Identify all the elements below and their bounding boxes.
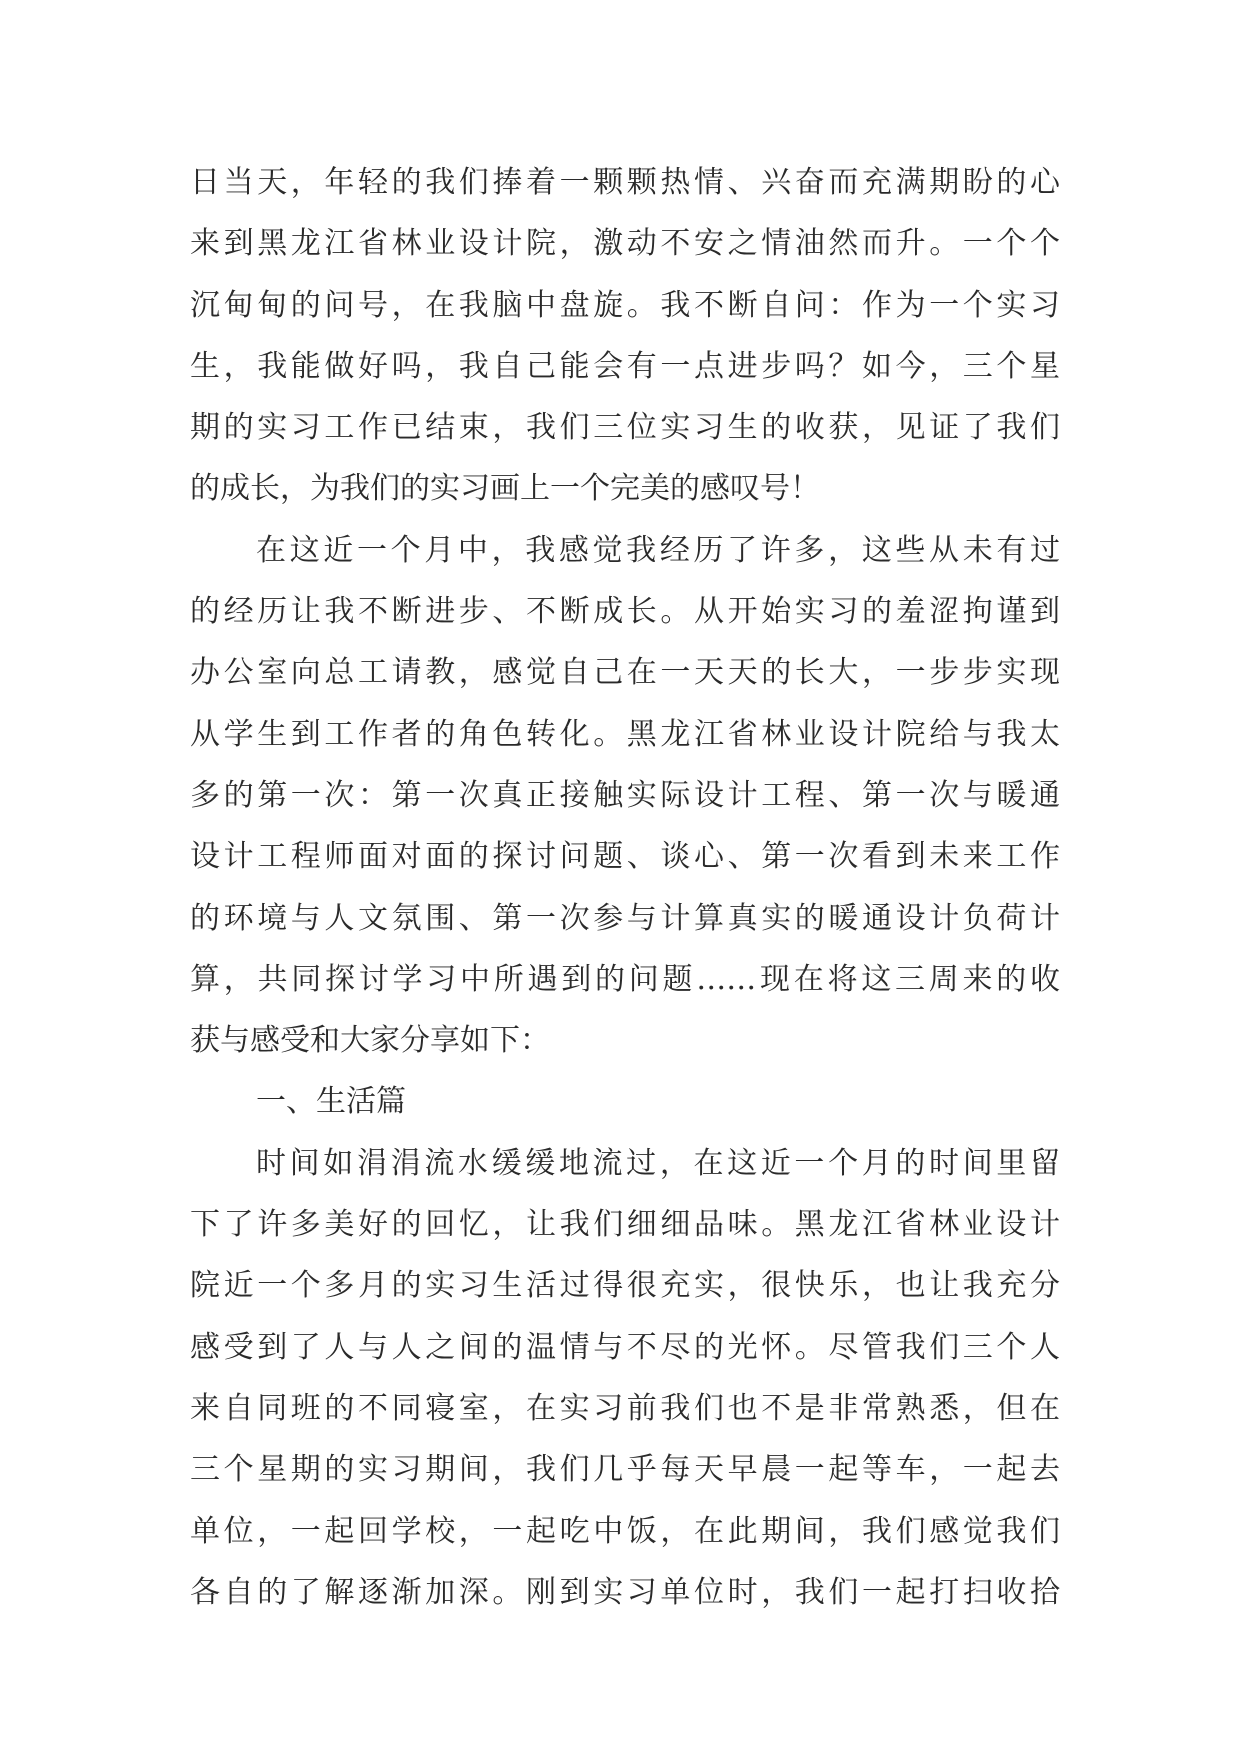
text-line: 的经历让我不断进步、不断成长。从开始实习的羞涩拘谨到	[190, 594, 1060, 630]
text-line: 生，我能做好吗，我自己能会有一点进步吗？如今，三个星	[190, 348, 1060, 384]
text-line: 多的第一次：第一次真正接触实际设计工程、第一次与暖通	[190, 777, 1060, 813]
text-line: 算，共同探讨学习中所遇到的问题……现在将这三周来的收	[190, 961, 1060, 997]
text-line: 获与感受和大家分享如下：	[190, 1023, 550, 1059]
text-line: 感受到了人与人之间的温情与不尽的光怀。尽管我们三个人	[190, 1329, 1060, 1365]
section-heading	[190, 1071, 1060, 1132]
text-line: 下了许多美好的回忆，让我们细细品味。黑龙江省林业设计	[190, 1207, 1060, 1243]
text-line: 各自的了解逐渐加深。刚到实习单位时，我们一起打扫收拾	[190, 1574, 1060, 1610]
text-line: 设计工程师面对面的探讨问题、谈心、第一次看到未来工作	[190, 839, 1060, 875]
text-line: 时间如涓涓流水缓缓地流过，在这近一个月的时间里留	[256, 1145, 1060, 1181]
document-body	[190, 152, 1060, 1623]
text-line: 院近一个多月的实习生活过得很充实，很快乐，也让我充分	[190, 1268, 1060, 1304]
text-line: 沉甸甸的问号，在我脑中盘旋。我不断自问：作为一个实习	[190, 287, 1060, 323]
section-heading-text: 一、生活篇	[256, 1084, 406, 1120]
text-line: 期的实习工作已结束，我们三位实习生的收获，见证了我们	[190, 410, 1060, 446]
text-line: 来到黑龙江省林业设计院，激动不安之情油然而升。一个个	[190, 226, 1060, 262]
paragraph-life	[190, 1133, 1060, 1623]
text-line: 单位，一起回学校，一起吃中饭，在此期间，我们感觉我们	[190, 1513, 1060, 1549]
text-line: 从学生到工作者的角色转化。黑龙江省林业设计院给与我太	[190, 716, 1060, 752]
paragraph-intro	[190, 152, 1060, 520]
text-line: 的环境与人文氛围、第一次参与计算真实的暖通设计负荷计	[190, 900, 1060, 936]
paragraph-experience	[190, 520, 1060, 1072]
text-line: 在这近一个月中，我感觉我经历了许多，这些从未有过	[256, 532, 1060, 568]
text-line: 办公室向总工请教，感觉自己在一天天的长大，一步步实现	[190, 655, 1060, 691]
text-line: 的成长，为我们的实习画上一个完美的感叹号！	[190, 471, 820, 507]
text-line: 日当天，年轻的我们捧着一颗颗热情、兴奋而充满期盼的心	[190, 165, 1060, 200]
text-line: 来自同班的不同寝室，在实习前我们也不是非常熟悉，但在	[190, 1390, 1060, 1426]
text-line: 三个星期的实习期间，我们几乎每天早晨一起等车，一起去	[190, 1452, 1060, 1488]
